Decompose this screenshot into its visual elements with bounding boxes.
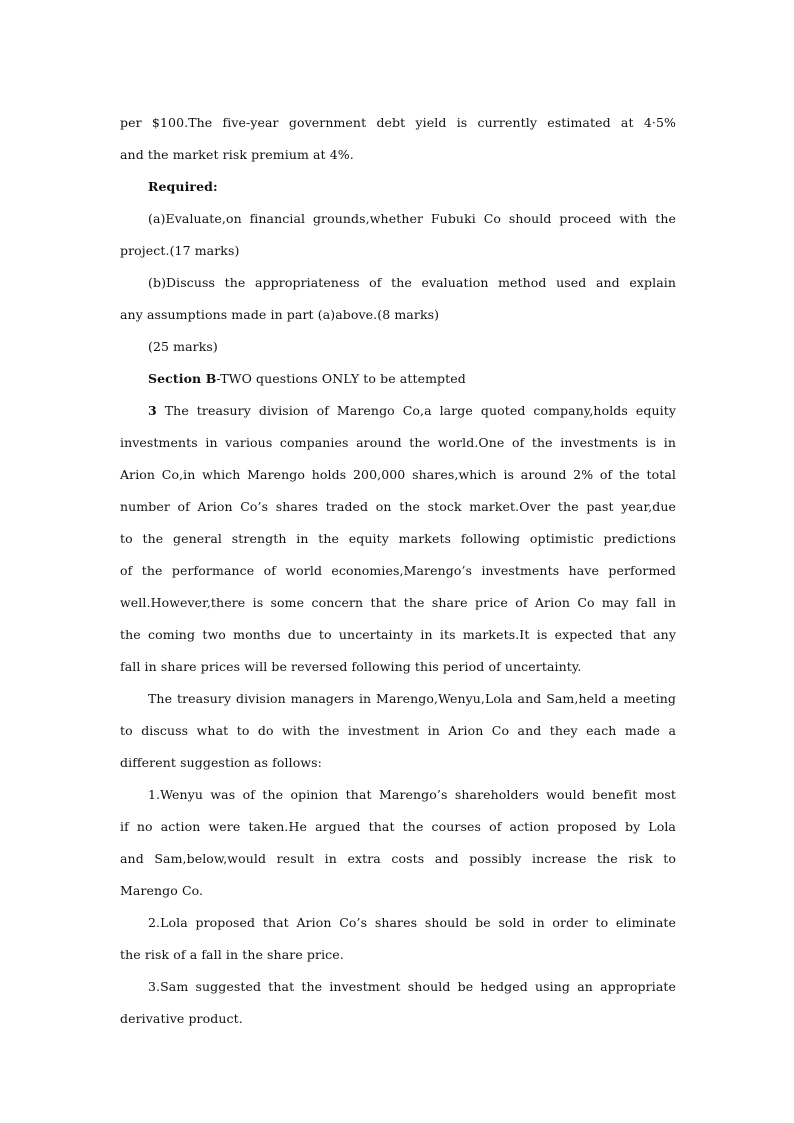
paragraph-line: and the market risk premium at 4%.: [120, 147, 354, 162]
suggestion-1-line: Marengo Co.: [120, 883, 204, 898]
paragraph-line: fall in share prices will be reversed following this period of uncertainty.: [120, 659, 582, 674]
suggestion-3-line: derivative product.: [120, 1011, 243, 1026]
suggestion-3-line: 3.Sam suggested that the investment should be hedged using an appropriate: [148, 979, 676, 994]
suggestion-2-line: the risk of a fall in the share price.: [120, 947, 344, 962]
paragraph-line: Arion Co,in which Marengo holds 200,000 shares,which is around 2% of the total: [120, 467, 676, 482]
suggestion-1-line: if no action were taken.He argued that the courses of action proposed by Lola: [120, 819, 676, 834]
section-instruction: -TWO questions ONLY to be attempted: [216, 371, 466, 386]
suggestion-1-line: and Sam,below,would result in extra costs and possibly increase the risk to: [120, 851, 676, 866]
paragraph-line: investments in various companies around the world.One of the investments is in: [120, 435, 676, 450]
question-part-b-line: any assumptions made in part (a)above.(8 marks): [120, 307, 440, 322]
required-heading: Required:: [148, 179, 218, 194]
suggestion-1-line: 1.Wenyu was of the opinion that Marengo’s shareholders would benefit most: [148, 787, 676, 802]
question-part-a-line: project.(17 marks): [120, 243, 240, 258]
paragraph-line: per $100.The five-year government debt yield is currently estimated at 4·5%: [120, 115, 676, 130]
document-body: [120, 107, 676, 1035]
paragraph-line: of the performance of world economies,Marengo’s investments have performed: [120, 563, 676, 578]
question-3-line: [120, 395, 676, 427]
question-number: 3: [148, 403, 157, 418]
paragraph-line: The treasury division managers in Marengo,Wenyu,Lola and Sam,held a meeting: [148, 691, 676, 706]
paragraph-line: number of Arion Co’s shares traded on the stock market.Over the past year,due: [120, 499, 676, 514]
paragraph-line: to the general strength in the equity markets following optimistic predictions: [120, 531, 676, 546]
section-label: Section B: [148, 371, 217, 386]
question-3-text: The treasury division of Marengo Co,a large quoted company,holds equity: [156, 403, 676, 418]
section-heading: [120, 363, 676, 395]
suggestion-2-line: 2.Lola proposed that Arion Co’s shares should be sold in order to eliminate: [148, 915, 676, 930]
paragraph-line: different suggestion as follows:: [120, 755, 322, 770]
total-marks: (25 marks): [148, 339, 218, 354]
paragraph-line: well.However,there is some concern that the share price of Arion Co may fall in: [120, 595, 676, 610]
question-part-b-line: (b)Discuss the appropriateness of the evaluation method used and explain: [148, 275, 676, 290]
paragraph-line: to discuss what to do with the investment in Arion Co and they each made a: [120, 723, 676, 738]
question-part-a-line: (a)Evaluate,on financial grounds,whether Fubuki Co should proceed with the: [148, 211, 676, 226]
paragraph-line: the coming two months due to uncertainty in its markets.It is expected that any: [120, 627, 676, 642]
